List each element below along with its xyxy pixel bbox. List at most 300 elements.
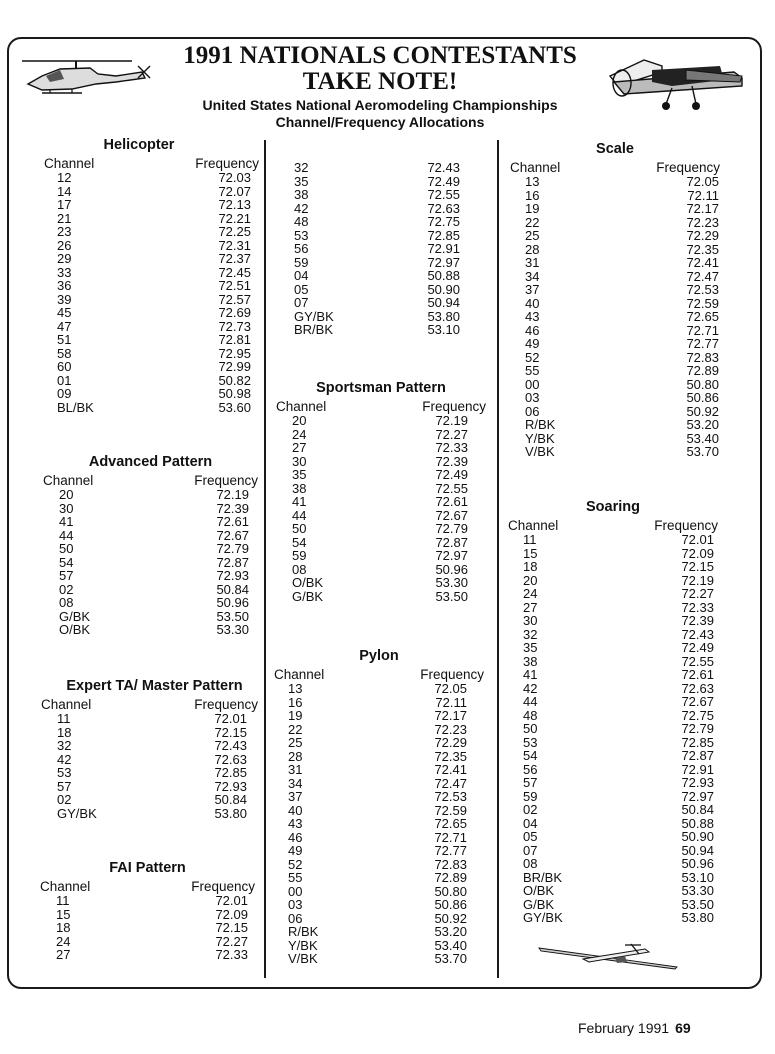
table-row bbox=[276, 563, 486, 577]
frequency-cell: 50.88 bbox=[427, 268, 460, 283]
frequency-cell: 72.41 bbox=[434, 762, 467, 777]
channel-cell: R/BK bbox=[288, 924, 319, 939]
table-row bbox=[508, 709, 718, 723]
column-header-frequency: Frequency bbox=[656, 160, 720, 175]
table-row bbox=[510, 283, 720, 297]
section-title: Expert TA/ Master Pattern bbox=[66, 678, 243, 694]
frequency-cell: 72.63 bbox=[681, 680, 714, 696]
channel-cell: 04 bbox=[523, 815, 538, 831]
channel-cell: 20 bbox=[292, 413, 307, 428]
channel-cell: 33 bbox=[57, 264, 72, 280]
channel-cell: 07 bbox=[523, 842, 538, 858]
table-row bbox=[508, 857, 718, 871]
frequency-cell: 72.15 bbox=[681, 559, 714, 574]
frequency-cell: 53.10 bbox=[427, 322, 460, 337]
channel-cell: 08 bbox=[59, 595, 74, 610]
channel-cell: 01 bbox=[57, 372, 72, 388]
table-row bbox=[44, 212, 259, 226]
table-row bbox=[44, 293, 259, 307]
section-title: Sportsman Pattern bbox=[316, 380, 446, 396]
column-header-channel: Channel bbox=[44, 156, 95, 171]
channel-cell: 43 bbox=[288, 816, 303, 831]
table-row bbox=[508, 844, 718, 858]
table-row bbox=[274, 912, 484, 926]
table-row bbox=[510, 256, 720, 270]
table-row bbox=[508, 668, 718, 682]
frequency-cell: 53.80 bbox=[427, 308, 460, 324]
column-header-frequency: Frequency bbox=[195, 156, 259, 171]
column-header-frequency: Frequency bbox=[422, 399, 486, 414]
frequency-cell: 72.79 bbox=[435, 521, 468, 536]
table-row bbox=[510, 270, 720, 284]
table-row bbox=[508, 695, 718, 709]
channel-cell: 05 bbox=[523, 829, 538, 844]
table-row bbox=[43, 502, 258, 516]
channel-cell: 52 bbox=[525, 349, 540, 365]
channel-cell: 05 bbox=[294, 281, 309, 297]
channel-cell: 08 bbox=[523, 856, 538, 871]
channel-cell: 11 bbox=[56, 893, 70, 908]
frequency-cell: 72.87 bbox=[216, 554, 249, 570]
channel-cell: 37 bbox=[288, 789, 303, 804]
frequency-cell: 72.65 bbox=[686, 309, 719, 324]
channel-cell: 03 bbox=[288, 897, 303, 912]
table-row bbox=[276, 441, 486, 455]
frequency-cell: 72.59 bbox=[434, 802, 467, 818]
frequency-cell: 72.65 bbox=[434, 816, 467, 831]
table-row bbox=[278, 175, 488, 189]
frequency-cell: 72.49 bbox=[435, 467, 468, 482]
table-row bbox=[278, 242, 488, 256]
frequency-cell: 53.10 bbox=[681, 869, 714, 885]
frequency-cell: 50.90 bbox=[427, 281, 460, 297]
frequency-cell: 50.86 bbox=[434, 897, 467, 912]
frequency-cell: 50.82 bbox=[218, 372, 251, 388]
frequency-cell: 72.77 bbox=[434, 843, 467, 858]
channel-cell: BR/BK bbox=[294, 322, 334, 337]
channel-cell: 40 bbox=[525, 295, 540, 311]
section-title: Pylon bbox=[359, 648, 399, 664]
channel-cell: 38 bbox=[523, 653, 538, 669]
channel-cell: V/BK bbox=[525, 444, 555, 459]
channel-cell: 47 bbox=[57, 318, 72, 334]
frequency-cell: 72.97 bbox=[435, 548, 468, 563]
frequency-cell: 72.19 bbox=[435, 413, 468, 428]
table-row bbox=[43, 515, 258, 529]
channel-cell: 32 bbox=[523, 626, 538, 642]
frequency-cell: 72.93 bbox=[681, 775, 714, 790]
table-row bbox=[276, 414, 486, 428]
column-header-frequency: Frequency bbox=[420, 667, 484, 682]
frequency-cell: 53.40 bbox=[686, 430, 719, 446]
frequency-cell: 72.17 bbox=[686, 201, 719, 216]
table-row bbox=[508, 763, 718, 777]
frequency-cell: 50.96 bbox=[435, 561, 468, 577]
frequency-cell: 72.25 bbox=[218, 224, 251, 239]
frequency-cell: 72.93 bbox=[214, 778, 247, 794]
channel-cell: Y/BK bbox=[525, 430, 555, 446]
channel-cell: 42 bbox=[294, 200, 309, 216]
helicopter-icon bbox=[20, 56, 155, 96]
frequency-cell: 72.09 bbox=[215, 906, 248, 922]
frequency-cell: 72.57 bbox=[218, 291, 251, 307]
table-row bbox=[274, 925, 484, 939]
table-row bbox=[510, 418, 720, 432]
glider-icon bbox=[537, 940, 682, 970]
table-row bbox=[276, 455, 486, 469]
table-row bbox=[44, 387, 259, 401]
frequency-cell: 53.50 bbox=[216, 608, 249, 624]
table-row bbox=[276, 576, 486, 590]
column-header-channel: Channel bbox=[510, 160, 561, 175]
frequency-cell: 50.94 bbox=[681, 842, 714, 858]
channel-cell: 02 bbox=[523, 802, 538, 817]
channel-cell: GY/BK bbox=[523, 910, 563, 925]
channel-cell: GY/BK bbox=[57, 805, 97, 821]
table-row bbox=[43, 542, 258, 556]
table-row bbox=[274, 777, 484, 791]
table-row bbox=[508, 830, 718, 844]
table-row bbox=[508, 533, 718, 547]
table-row bbox=[510, 202, 720, 216]
channel-cell: 50 bbox=[523, 721, 538, 736]
frequency-cell: 72.15 bbox=[215, 920, 248, 935]
channel-cell: 28 bbox=[525, 241, 540, 257]
page-number: 69 bbox=[675, 1020, 691, 1036]
channel-cell: 31 bbox=[525, 255, 540, 270]
channel-cell: 49 bbox=[288, 843, 303, 858]
frequency-cell: 72.85 bbox=[214, 765, 247, 780]
frequency-cell: 72.53 bbox=[686, 282, 719, 297]
table-row bbox=[508, 560, 718, 574]
channel-cell: 18 bbox=[523, 559, 538, 574]
table-row bbox=[41, 726, 258, 740]
channel-cell: 02 bbox=[57, 792, 72, 807]
column-header-frequency: Frequency bbox=[194, 473, 258, 488]
channel-cell: 59 bbox=[523, 788, 538, 804]
table-row bbox=[510, 229, 720, 243]
frequency-cell: 72.61 bbox=[681, 667, 714, 682]
frequency-cell: 53.50 bbox=[435, 588, 468, 604]
frequency-cell: 53.50 bbox=[681, 896, 714, 912]
channel-cell: 48 bbox=[294, 214, 309, 229]
channel-cell: GY/BK bbox=[294, 308, 334, 324]
channel-cell: 06 bbox=[288, 910, 303, 926]
channel-cell: 14 bbox=[57, 183, 72, 199]
subtitle-line2: Channel/Frequency Allocations bbox=[275, 114, 485, 130]
channel-cell: 06 bbox=[525, 403, 540, 419]
column-divider bbox=[264, 140, 266, 978]
frequency-cell: 72.55 bbox=[681, 653, 714, 669]
frequency-cell: 72.75 bbox=[681, 707, 714, 723]
frequency-cell: 72.11 bbox=[435, 694, 467, 710]
frequency-cell: 72.43 bbox=[681, 626, 714, 642]
frequency-cell: 72.67 bbox=[216, 527, 249, 543]
table-row bbox=[508, 884, 718, 898]
frequency-cell: 72.15 bbox=[214, 724, 247, 740]
table-row bbox=[40, 894, 255, 908]
section-title: FAI Pattern bbox=[109, 860, 186, 876]
channel-cell: 54 bbox=[59, 554, 74, 570]
channel-cell: 30 bbox=[292, 453, 307, 469]
channel-cell: 42 bbox=[523, 680, 538, 696]
channel-cell: 53 bbox=[294, 227, 309, 243]
table-row bbox=[510, 405, 720, 419]
frequency-cell: 50.94 bbox=[427, 295, 460, 310]
table-row bbox=[508, 749, 718, 763]
channel-cell: 44 bbox=[523, 694, 538, 709]
table-row bbox=[276, 482, 486, 496]
table-row bbox=[278, 161, 488, 175]
frequency-cell: 53.80 bbox=[214, 805, 247, 821]
table-row bbox=[510, 337, 720, 351]
table-row bbox=[43, 488, 258, 502]
table-row bbox=[508, 776, 718, 790]
channel-cell: 32 bbox=[294, 160, 309, 175]
frequency-cell: 53.60 bbox=[218, 399, 251, 415]
channel-cell: 56 bbox=[523, 761, 538, 777]
frequency-cell: 72.71 bbox=[686, 322, 719, 338]
frequency-cell: 72.11 bbox=[687, 187, 719, 203]
frequency-cell: 72.59 bbox=[686, 295, 719, 311]
frequency-cell: 72.47 bbox=[434, 775, 467, 791]
channel-cell: 41 bbox=[292, 494, 307, 509]
table-row bbox=[43, 569, 258, 583]
frequency-cell: 53.80 bbox=[681, 910, 714, 925]
channel-cell: G/BK bbox=[59, 608, 91, 624]
channel-cell: 15 bbox=[523, 545, 538, 561]
frequency-cell: 53.20 bbox=[434, 924, 467, 939]
table-row bbox=[274, 952, 484, 966]
frequency-cell: 72.63 bbox=[427, 200, 460, 216]
frequency-cell: 72.39 bbox=[435, 453, 468, 469]
frequency-cell: 72.89 bbox=[434, 870, 467, 885]
table-row bbox=[508, 911, 718, 925]
channel-cell: 35 bbox=[292, 467, 307, 482]
table-row bbox=[274, 682, 484, 696]
biplane-icon bbox=[602, 52, 752, 114]
page-title-line2: TAKE NOTE! bbox=[302, 68, 458, 95]
frequency-cell: 72.67 bbox=[681, 694, 714, 709]
channel-cell: 44 bbox=[59, 527, 74, 543]
frequency-cell: 50.92 bbox=[434, 910, 467, 926]
channel-cell: 27 bbox=[56, 947, 71, 962]
channel-cell: 59 bbox=[294, 254, 309, 270]
table-row bbox=[510, 432, 720, 446]
frequency-cell: 72.29 bbox=[434, 735, 467, 750]
page-title: 1991 NATIONALS CONTESTANTS bbox=[183, 42, 577, 69]
table-row bbox=[276, 522, 486, 536]
column-divider bbox=[497, 140, 499, 978]
channel-cell: 60 bbox=[57, 359, 72, 374]
channel-cell: 44 bbox=[292, 507, 307, 523]
column-header-frequency: Frequency bbox=[194, 697, 258, 712]
frequency-cell: 72.05 bbox=[686, 174, 719, 189]
frequency-cell: 72.19 bbox=[216, 487, 249, 502]
frequency-cell: 72.51 bbox=[218, 278, 251, 293]
table-row bbox=[274, 817, 484, 831]
frequency-cell: 72.53 bbox=[434, 789, 467, 804]
channel-cell: O/BK bbox=[292, 575, 324, 590]
frequency-cell: 72.27 bbox=[681, 586, 714, 601]
table-row bbox=[274, 858, 484, 872]
channel-cell: V/BK bbox=[288, 951, 318, 966]
table-row bbox=[40, 921, 255, 935]
table-row bbox=[510, 378, 720, 392]
frequency-cell: 72.85 bbox=[681, 734, 714, 750]
frequency-cell: 72.47 bbox=[686, 268, 719, 284]
table-row bbox=[41, 753, 258, 767]
frequency-cell: 72.83 bbox=[434, 856, 467, 872]
frequency-cell: 72.13 bbox=[218, 197, 251, 212]
channel-cell: 50 bbox=[59, 541, 74, 556]
section-title: Soaring bbox=[586, 499, 640, 515]
channel-cell: 04 bbox=[294, 268, 309, 283]
frequency-cell: 50.86 bbox=[686, 390, 719, 405]
channel-cell: 57 bbox=[57, 778, 72, 794]
table-row bbox=[41, 780, 258, 794]
channel-cell: 35 bbox=[523, 640, 538, 655]
frequency-cell: 72.91 bbox=[681, 761, 714, 777]
frequency-cell: 50.84 bbox=[214, 792, 247, 807]
frequency-cell: 50.92 bbox=[686, 403, 719, 419]
channel-cell: 58 bbox=[57, 345, 72, 361]
channel-cell: 16 bbox=[525, 187, 540, 203]
table-row bbox=[44, 225, 259, 239]
table-row bbox=[274, 723, 484, 737]
table-row bbox=[274, 709, 484, 723]
frequency-cell: 72.19 bbox=[681, 572, 714, 588]
frequency-cell: 72.29 bbox=[686, 228, 719, 243]
frequency-cell: 72.23 bbox=[686, 214, 719, 230]
frequency-cell: 53.30 bbox=[216, 622, 249, 637]
table-row bbox=[276, 468, 486, 482]
frequency-cell: 72.23 bbox=[434, 721, 467, 737]
channel-cell: 13 bbox=[288, 681, 303, 696]
channel-cell: 55 bbox=[525, 363, 540, 378]
frequency-cell: 53.20 bbox=[686, 417, 719, 432]
table-row bbox=[274, 750, 484, 764]
channel-cell: 19 bbox=[525, 201, 540, 216]
section-title: Scale bbox=[596, 141, 634, 157]
frequency-cell: 72.03 bbox=[218, 170, 251, 185]
frequency-cell: 72.41 bbox=[686, 255, 719, 270]
table-row bbox=[278, 202, 488, 216]
channel-cell: 30 bbox=[523, 613, 538, 628]
table-row bbox=[278, 323, 488, 337]
frequency-cell: 72.33 bbox=[681, 599, 714, 615]
frequency-cell: 72.73 bbox=[218, 318, 251, 334]
channel-cell: BL/BK bbox=[57, 399, 94, 415]
frequency-cell: 72.05 bbox=[434, 681, 467, 696]
channel-cell: 34 bbox=[288, 775, 303, 791]
frequency-cell: 72.33 bbox=[435, 440, 468, 455]
table-row bbox=[508, 574, 718, 588]
frequency-cell: 72.89 bbox=[686, 363, 719, 378]
channel-cell: 32 bbox=[57, 738, 72, 753]
table-row bbox=[40, 935, 255, 949]
channel-cell: 15 bbox=[56, 906, 71, 922]
frequency-cell: 72.01 bbox=[215, 893, 248, 908]
table-row bbox=[40, 948, 255, 962]
channel-cell: 17 bbox=[57, 197, 72, 212]
channel-cell: 11 bbox=[523, 532, 537, 547]
table-row bbox=[43, 583, 258, 597]
section-title: Advanced Pattern bbox=[88, 454, 213, 470]
channel-cell: BR/BK bbox=[523, 869, 563, 885]
channel-cell: 02 bbox=[59, 581, 74, 597]
frequency-cell: 72.35 bbox=[686, 241, 719, 257]
frequency-cell: 72.31 bbox=[218, 237, 251, 253]
column-header-channel: Channel bbox=[508, 518, 559, 533]
channel-cell: 09 bbox=[57, 386, 72, 401]
table-row bbox=[276, 509, 486, 523]
channel-cell: 52 bbox=[288, 856, 303, 872]
column-header-channel: Channel bbox=[41, 697, 92, 712]
table-row bbox=[43, 596, 258, 610]
frequency-cell: 72.81 bbox=[218, 332, 251, 347]
table-row bbox=[510, 351, 720, 365]
channel-cell: R/BK bbox=[525, 417, 556, 432]
table-row bbox=[278, 296, 488, 310]
table-row bbox=[276, 590, 486, 604]
channel-cell: O/BK bbox=[59, 622, 91, 637]
channel-cell: 49 bbox=[525, 336, 540, 351]
table-row bbox=[510, 364, 720, 378]
frequency-cell: 50.98 bbox=[218, 386, 251, 401]
table-row bbox=[278, 269, 488, 283]
table-row bbox=[508, 587, 718, 601]
frequency-cell: 72.21 bbox=[218, 210, 251, 226]
table-row bbox=[44, 279, 259, 293]
page-footer bbox=[578, 1019, 691, 1037]
table-row bbox=[44, 374, 259, 388]
frequency-cell: 72.63 bbox=[214, 751, 247, 767]
table-row bbox=[508, 790, 718, 804]
table-row bbox=[43, 610, 258, 624]
table-row bbox=[278, 310, 488, 324]
channel-cell: 50 bbox=[292, 521, 307, 536]
table-row bbox=[510, 216, 720, 230]
table-row bbox=[508, 722, 718, 736]
table-row bbox=[44, 401, 259, 415]
channel-cell: 00 bbox=[288, 883, 303, 899]
table-row bbox=[510, 175, 720, 189]
table-row bbox=[274, 790, 484, 804]
channel-cell: 24 bbox=[292, 426, 307, 442]
channel-cell: 13 bbox=[525, 174, 540, 189]
channel-cell: 11 bbox=[57, 711, 71, 726]
channel-cell: 24 bbox=[523, 586, 538, 601]
table-row bbox=[510, 391, 720, 405]
frequency-cell: 72.49 bbox=[427, 173, 460, 189]
section-title: Helicopter bbox=[103, 137, 175, 153]
frequency-cell: 72.55 bbox=[435, 480, 468, 496]
channel-cell: 18 bbox=[57, 724, 72, 740]
table-row bbox=[274, 939, 484, 953]
channel-cell: 31 bbox=[288, 762, 303, 777]
channel-cell: 36 bbox=[57, 278, 72, 293]
table-row bbox=[41, 807, 258, 821]
frequency-cell: 72.01 bbox=[214, 711, 247, 726]
channel-cell: 22 bbox=[288, 721, 303, 737]
table-row bbox=[510, 324, 720, 338]
table-row bbox=[274, 763, 484, 777]
frequency-cell: 72.37 bbox=[218, 251, 251, 266]
frequency-cell: 72.35 bbox=[434, 748, 467, 764]
channel-cell: 00 bbox=[525, 376, 540, 392]
frequency-cell: 72.83 bbox=[686, 349, 719, 365]
